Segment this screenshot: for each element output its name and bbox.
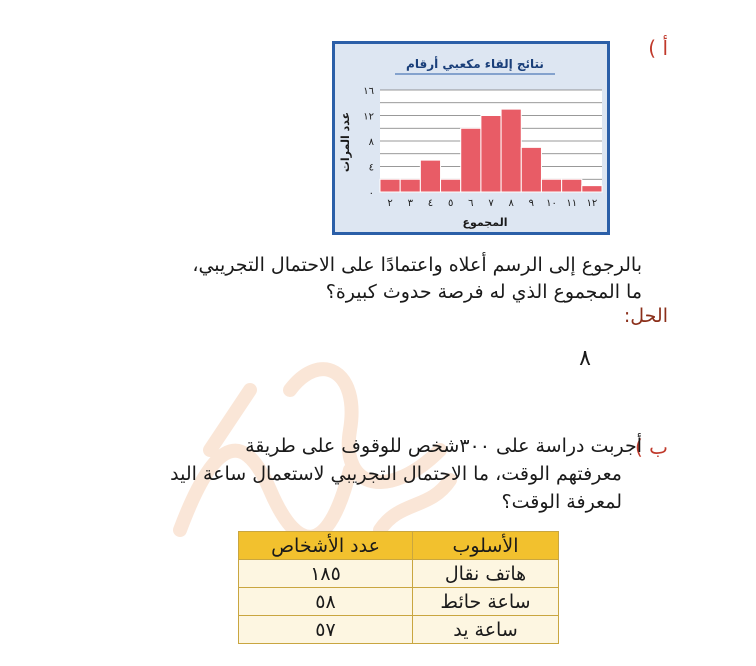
histogram-chart [332,41,610,235]
bar [582,186,602,192]
chart-svg [335,44,607,232]
question-b-line1: أجربت دراسة على ٣٠٠شخص للوقوف على طريقة [245,435,642,457]
bar [541,179,561,192]
bar [562,179,582,192]
x-tick-labels [387,198,597,209]
x-tick-label: ٣ [407,198,413,209]
cell-count: ٥٨ [239,588,413,616]
y-tick-label: ١٢ [363,111,374,123]
bar [501,109,521,192]
y-tick-label: ٠ [368,188,374,199]
x-tick-label: ٨ [508,198,514,209]
x-axis-label: المجموع [462,216,508,229]
x-tick-label: ٤ [427,198,434,209]
part-b-label: ب ) [635,435,668,459]
x-tick-label: ٥ [447,198,454,209]
question-b-line3: لمعرفة الوقت؟ [501,491,622,513]
table-row [239,560,559,588]
bar [461,128,481,192]
table-row [239,616,559,644]
bar [521,147,541,192]
cell-count: ١٨٥ [239,560,413,588]
chart-title: نتائج إلقاء مكعبي أرقام [406,57,544,71]
question-a-line1: بالرجوع إلى الرسم أعلاه واعتمادًا على الاحتمال التجريبي، [192,254,642,276]
survey-table [238,531,559,644]
x-tick-label: ٦ [468,198,474,209]
solution-label: الحل: [623,305,668,327]
cell-method: ساعة يد [413,616,559,644]
x-tick-label: ٧ [488,198,494,209]
cell-method: ساعة حائط [413,588,559,616]
x-tick-label: ١١ [566,198,578,209]
bar [400,179,420,192]
table-header-row [239,532,559,560]
table-row [239,588,559,616]
x-tick-label: ١٠ [546,198,557,209]
bar [481,116,501,193]
bar [420,160,440,192]
question-a-line2: ما المجموع الذي له فرصة حدوث كبيرة؟ [325,281,642,303]
y-tick-label: ٤ [368,162,374,174]
x-tick-label: ٩ [528,198,535,209]
header-count: عدد الأشخاص [239,532,413,560]
question-b-line2: معرفتهم الوقت، ما الاحتمال التجريبي لاستعمال ساعة اليد [170,463,622,485]
y-tick-labels [363,86,374,199]
y-tick-label: ٨ [368,137,374,148]
y-tick-label: ١٦ [363,86,374,97]
header-method: الأسلوب [413,532,559,560]
part-a-label: أ ) [648,36,668,60]
answer-a: ٨ [579,346,591,371]
bar [441,179,461,192]
y-axis-label: عدد المرات [339,111,352,173]
cell-method: هاتف نقال [413,560,559,588]
x-tick-label: ١٢ [586,198,598,209]
cell-count: ٥٧ [239,616,413,644]
bar [380,179,400,192]
x-tick-label: ٢ [387,198,393,209]
